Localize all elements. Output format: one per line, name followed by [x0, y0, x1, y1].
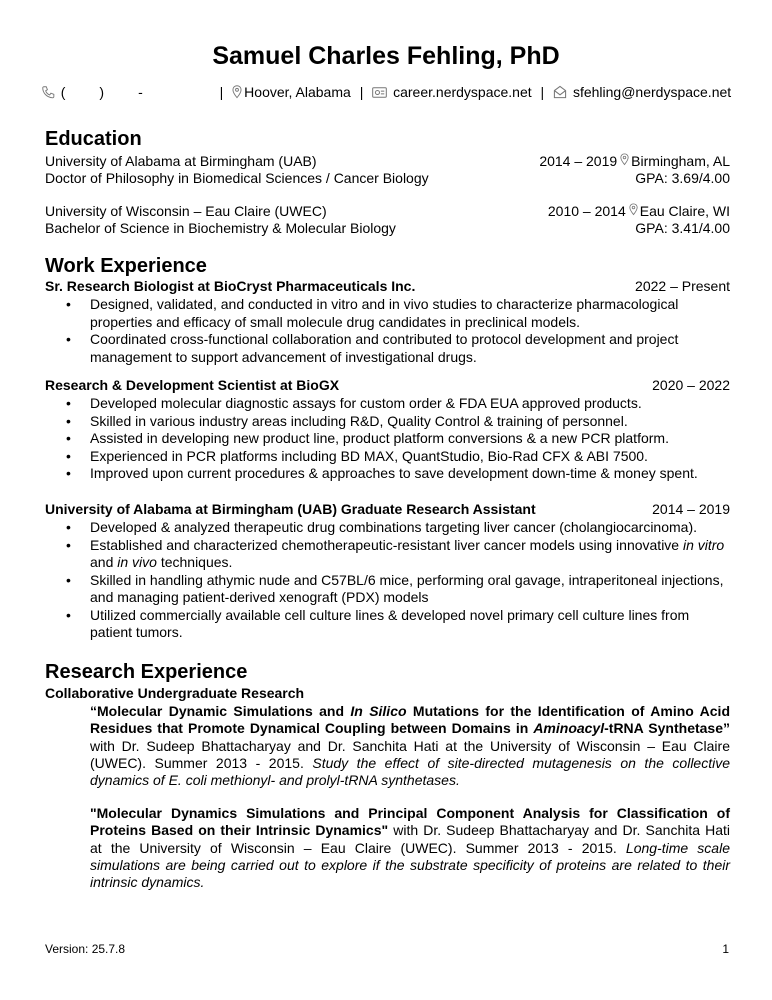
education-degree-row-uwec — [45, 220, 730, 237]
job-dates: 2022 – Present — [635, 278, 730, 294]
school-name: University of Wisconsin – Eau Claire (UWEC) — [45, 203, 327, 219]
list-item: • Developed & analyzed therapeutic drug combinations targeting liver cancer (cholangiocarcinoma). — [45, 519, 731, 537]
gpa: GPA: 3.69/4.00 — [635, 170, 730, 186]
research-heading: Research Experience — [45, 661, 248, 683]
list-item: • Coordinated cross-functional collaboration and contributed to protocol development and project management to support advancement of investigational drugs. — [45, 331, 731, 366]
list-item: • Established and characterized chemotherapeutic-resistant liver cancer models using innovative in vitro and in vivo techniques. — [45, 537, 731, 572]
phone-area-close: ) — [99, 84, 105, 100]
separator: | — [219, 84, 224, 100]
job-title: University of Alabama at Birmingham (UAB) Graduate Research Assistant — [45, 501, 536, 517]
job-bullets-biocryst — [45, 296, 731, 366]
list-item: • Assisted in developing new product line, product platform conversions & a new PCR platform. — [45, 430, 731, 448]
work-heading: Work Experience — [45, 255, 207, 277]
contact-line — [0, 83, 772, 101]
job-header-uab — [45, 501, 730, 518]
degree-name: Bachelor of Science in Biochemistry & Molecular Biology — [45, 220, 396, 236]
school-years: 2010 – 2014 — [547, 203, 626, 219]
map-pin-icon — [617, 153, 631, 170]
list-item: • Utilized commercially available cell culture lines & developed novel primary cell culture lines from patient tumors. — [45, 607, 731, 642]
list-item: • Experienced in PCR platforms including BD MAX, QuantStudio, Bio-Rad CFX & ABI 7500. — [45, 448, 731, 466]
school-years: 2014 – 2019 — [539, 153, 618, 169]
phone-icon — [41, 84, 57, 100]
website-link[interactable]: career.nerdyspace.net — [393, 84, 532, 100]
job-dates: 2020 – 2022 — [652, 377, 730, 393]
job-header-biogx — [45, 377, 730, 394]
envelope-icon — [553, 84, 569, 100]
school-name: University of Alabama at Birmingham (UAB) — [45, 153, 317, 169]
candidate-name: Samuel Charles Fehling, PhD — [212, 42, 560, 70]
job-bullets-uab — [45, 519, 731, 642]
research-subtitle: Collaborative Undergraduate Research — [45, 685, 305, 701]
map-pin-icon — [232, 84, 244, 100]
version-label: Version: 25.7.8 — [45, 942, 126, 956]
degree-name: Doctor of Philosophy in Biomedical Sciences / Cancer Biology — [45, 170, 429, 186]
map-pin-icon — [626, 203, 640, 220]
school-place: Birmingham, AL — [631, 153, 730, 169]
separator: | — [359, 84, 364, 100]
separator: | — [540, 84, 545, 100]
location-text: Hoover, Alabama — [244, 84, 351, 100]
job-title: Research & Development Scientist at BioGX — [45, 377, 340, 393]
list-item: • Skilled in handling athymic nude and C57BL/6 mice, performing oral gavage, intraperitoneal injections, and managing patient-derived xenograft (PDX) models — [45, 572, 731, 607]
education-row-uab — [45, 153, 730, 170]
job-bullets-biogx — [45, 395, 731, 483]
page-number: 1 — [722, 942, 729, 956]
education-row-uwec — [45, 203, 730, 220]
web-icon — [372, 84, 389, 100]
research-item-1: “Molecular Dynamic Simulations and In Silico Mutations for the Identification of Amino Acid Residues that Promote Dynamical Coupling between Domains in Aminoacyl-tRNA Synthetase” with Dr. Sudeep Bhattacharyay and Dr. Sanchita Hati at the University of Wisconsin – Eau Claire (UWEC). Summer 2013 - 2015. Study the effect of site-directed mutagenesis on the collective dynamics of E. coli methionyl- and prolyl-tRNA synthetases. — [90, 703, 730, 789]
education-heading: Education — [45, 128, 142, 150]
job-header-biocryst — [45, 278, 730, 295]
education-degree-row-uab — [45, 170, 730, 187]
school-place: Eau Claire, WI — [639, 203, 730, 219]
phone-dash: - — [138, 84, 143, 100]
list-item: • Skilled in various industry areas including R&D, Quality Control & training of personnel. — [45, 413, 731, 431]
phone-area-open: ( — [60, 84, 66, 100]
job-title: Sr. Research Biologist at BioCryst Pharmaceuticals Inc. — [45, 278, 416, 294]
list-item: • Developed molecular diagnostic assays for custom order & FDA EUA approved products. — [45, 395, 731, 413]
research-item-2: "Molecular Dynamics Simulations and Principal Component Analysis for Classification of Proteins Based on their Intrinsic Dynamics" with Dr. Sudeep Bhattacharyay and Dr. Sanchita Hati at the University of Wisconsin – Eau Claire (UWEC). Summer 2013 - 2015. Long-time scale simulations are being carried out to explore if the substrate specificity of proteins are related to their intrinsic dynamics. — [90, 805, 730, 891]
email-link[interactable]: sfehling@nerdyspace.net — [572, 84, 732, 100]
job-dates: 2014 – 2019 — [652, 501, 730, 517]
list-item: • Improved upon current procedures & approaches to save development down-time & money spent. — [45, 465, 731, 483]
gpa: GPA: 3.41/4.00 — [635, 220, 730, 236]
list-item: • Designed, validated, and conducted in vitro and in vivo studies to characterize pharmacological properties and efficacy of small molecule drug candidates in preclinical models. — [45, 296, 731, 331]
